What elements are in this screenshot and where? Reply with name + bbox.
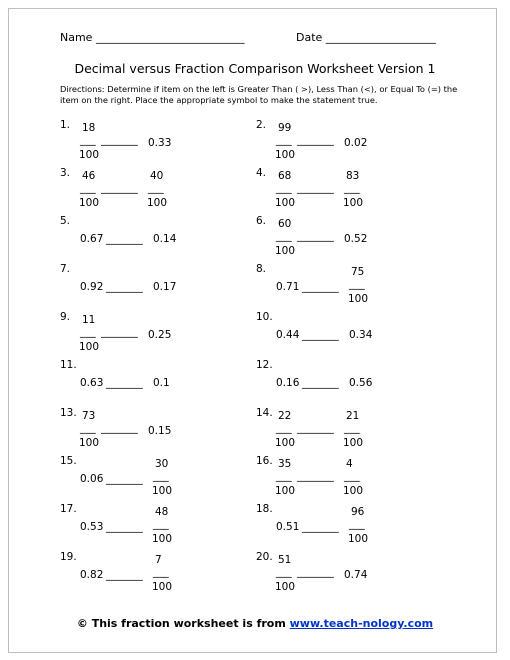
right-denominator: 100 — [152, 581, 173, 593]
problem-number: 8. — [256, 263, 267, 275]
left-numerator: 73 — [82, 410, 96, 422]
left-numerator: 46 — [82, 170, 96, 182]
comparison-blank: _______ — [106, 233, 143, 245]
right-decimal: 0.52 — [344, 233, 368, 245]
footer-credit — [0, 617, 510, 630]
left-numerator: 35 — [278, 458, 292, 470]
name-blank: ___________________________ — [95, 31, 245, 44]
left-decimal: 0.71 — [276, 281, 300, 293]
problem-number: 5. — [60, 215, 71, 227]
problem-item — [60, 215, 260, 263]
problem-number: 14. — [256, 407, 273, 419]
problem-item — [256, 551, 456, 599]
right-decimal: 0.14 — [153, 233, 177, 245]
comparison-blank: _______ — [101, 422, 138, 434]
comparison-blank: _______ — [302, 281, 339, 293]
left-denominator: 100 — [275, 581, 296, 593]
problem-item — [60, 455, 260, 503]
directions-text: Directions: Determine if item on the left is Greater Than ( >), Less Than (<), or Equal To (=) the item on the right. Place the appropriate symbol to make the statement true. — [60, 84, 458, 105]
left-decimal: 0.53 — [80, 521, 104, 533]
problem-item — [60, 551, 260, 599]
comparison-blank: _______ — [297, 134, 334, 146]
comparison-blank: _______ — [297, 422, 334, 434]
date-field — [296, 31, 436, 44]
problem-number: 19. — [60, 551, 77, 563]
right-fraction-bar: ___ — [344, 422, 360, 434]
left-decimal: 0.63 — [80, 377, 104, 389]
problem-item — [256, 215, 456, 263]
left-numerator: 68 — [278, 170, 292, 182]
right-decimal: 0.02 — [344, 137, 368, 149]
right-decimal: 0.33 — [148, 137, 172, 149]
left-denominator: 100 — [275, 149, 296, 161]
left-numerator: 22 — [278, 410, 292, 422]
right-numerator: 30 — [155, 458, 169, 470]
problem-number: 20. — [256, 551, 273, 563]
right-decimal: 0.56 — [349, 377, 373, 389]
right-fraction-bar: ___ — [349, 278, 365, 290]
problem-item — [256, 503, 456, 551]
right-numerator: 48 — [155, 506, 169, 518]
footer-prefix: © This fraction worksheet is from — [76, 617, 290, 630]
left-fraction-bar: ___ — [276, 134, 292, 146]
left-fraction-bar: ___ — [276, 470, 292, 482]
right-numerator: 40 — [150, 170, 164, 182]
comparison-blank: _______ — [302, 377, 339, 389]
right-fraction-bar: ___ — [153, 470, 169, 482]
left-fraction-bar: ___ — [80, 182, 96, 194]
comparison-blank: _______ — [106, 377, 143, 389]
right-numerator: 4 — [346, 458, 353, 470]
comparison-blank: _______ — [106, 521, 143, 533]
problem-number: 3. — [60, 167, 71, 179]
left-denominator: 100 — [275, 485, 296, 497]
right-denominator: 100 — [343, 437, 364, 449]
problem-item — [256, 311, 456, 359]
left-decimal: 0.92 — [80, 281, 104, 293]
comparison-blank: _______ — [106, 569, 143, 581]
right-decimal: 0.34 — [349, 329, 373, 341]
name-label: Name — [60, 31, 93, 44]
problem-item — [256, 455, 456, 503]
comparison-blank: _______ — [297, 470, 334, 482]
left-denominator: 100 — [275, 437, 296, 449]
left-fraction-bar: ___ — [80, 134, 96, 146]
right-denominator: 100 — [343, 485, 364, 497]
problem-number: 16. — [256, 455, 273, 467]
left-decimal: 0.06 — [80, 473, 104, 485]
right-fraction-bar: ___ — [148, 182, 164, 194]
problem-item — [60, 263, 260, 311]
problem-item — [60, 503, 260, 551]
problem-number: 6. — [256, 215, 267, 227]
right-fraction-bar: ___ — [153, 518, 169, 530]
right-denominator: 100 — [348, 533, 369, 545]
comparison-blank: _______ — [101, 182, 138, 194]
comparison-blank: _______ — [297, 566, 334, 578]
right-fraction-bar: ___ — [153, 566, 169, 578]
problem-number: 10. — [256, 311, 273, 323]
right-fraction-bar: ___ — [344, 182, 360, 194]
problem-item — [256, 263, 456, 311]
right-numerator: 75 — [351, 266, 365, 278]
problem-item — [256, 119, 456, 167]
left-decimal: 0.51 — [276, 521, 300, 533]
right-numerator: 7 — [155, 554, 162, 566]
left-numerator: 11 — [82, 314, 96, 326]
comparison-blank: _______ — [297, 230, 334, 242]
right-decimal: 0.1 — [153, 377, 170, 389]
left-decimal: 0.67 — [80, 233, 104, 245]
problem-number: 2. — [256, 119, 267, 131]
problem-item — [60, 311, 260, 359]
left-numerator: 60 — [278, 218, 292, 230]
name-field — [60, 31, 244, 44]
problem-item — [256, 407, 456, 455]
footer-link[interactable]: www.teach-nology.com — [289, 617, 434, 630]
left-denominator: 100 — [275, 245, 296, 257]
worksheet-title: Decimal versus Fraction Comparison Worksheet Version 1 — [74, 61, 436, 76]
right-denominator: 100 — [343, 197, 364, 209]
left-numerator: 18 — [82, 122, 96, 134]
right-numerator: 21 — [346, 410, 360, 422]
left-fraction-bar: ___ — [276, 230, 292, 242]
problem-number: 7. — [60, 263, 71, 275]
left-decimal: 0.44 — [276, 329, 300, 341]
right-decimal: 0.25 — [148, 329, 172, 341]
left-denominator: 100 — [79, 437, 100, 449]
problem-item — [60, 359, 260, 407]
problem-item — [256, 359, 456, 407]
right-denominator: 100 — [152, 485, 173, 497]
problem-number: 18. — [256, 503, 273, 515]
right-fraction-bar: ___ — [349, 518, 365, 530]
right-denominator: 100 — [152, 533, 173, 545]
left-fraction-bar: ___ — [80, 326, 96, 338]
left-numerator: 51 — [278, 554, 292, 566]
comparison-blank: _______ — [106, 281, 143, 293]
comparison-blank: _______ — [302, 521, 339, 533]
problem-item — [60, 407, 260, 455]
right-denominator: 100 — [348, 293, 369, 305]
left-decimal: 0.82 — [80, 569, 104, 581]
left-denominator: 100 — [79, 197, 100, 209]
right-numerator: 96 — [351, 506, 365, 518]
left-fraction-bar: ___ — [276, 422, 292, 434]
comparison-blank: _______ — [297, 182, 334, 194]
date-blank: ____________________ — [325, 31, 436, 44]
right-numerator: 83 — [346, 170, 360, 182]
left-numerator: 99 — [278, 122, 292, 134]
right-denominator: 100 — [147, 197, 168, 209]
problem-number: 17. — [60, 503, 77, 515]
right-decimal: 0.74 — [344, 569, 368, 581]
problem-number: 9. — [60, 311, 71, 323]
right-decimal: 0.15 — [148, 425, 172, 437]
problem-item — [60, 167, 260, 215]
right-decimal: 0.17 — [153, 281, 177, 293]
left-denominator: 100 — [79, 149, 100, 161]
comparison-blank: _______ — [106, 473, 143, 485]
right-fraction-bar: ___ — [344, 470, 360, 482]
comparison-blank: _______ — [101, 134, 138, 146]
comparison-blank: _______ — [302, 329, 339, 341]
left-denominator: 100 — [275, 197, 296, 209]
problem-item — [256, 167, 456, 215]
date-label: Date — [296, 31, 323, 44]
problem-item — [60, 119, 260, 167]
comparison-blank: _______ — [101, 326, 138, 338]
problem-number: 13. — [60, 407, 77, 419]
left-fraction-bar: ___ — [276, 182, 292, 194]
left-denominator: 100 — [79, 341, 100, 353]
left-fraction-bar: ___ — [276, 566, 292, 578]
problem-number: 4. — [256, 167, 267, 179]
problem-number: 12. — [256, 359, 273, 371]
left-fraction-bar: ___ — [80, 422, 96, 434]
problem-number: 11. — [60, 359, 77, 371]
problem-number: 1. — [60, 119, 71, 131]
problem-number: 15. — [60, 455, 77, 467]
left-decimal: 0.16 — [276, 377, 300, 389]
